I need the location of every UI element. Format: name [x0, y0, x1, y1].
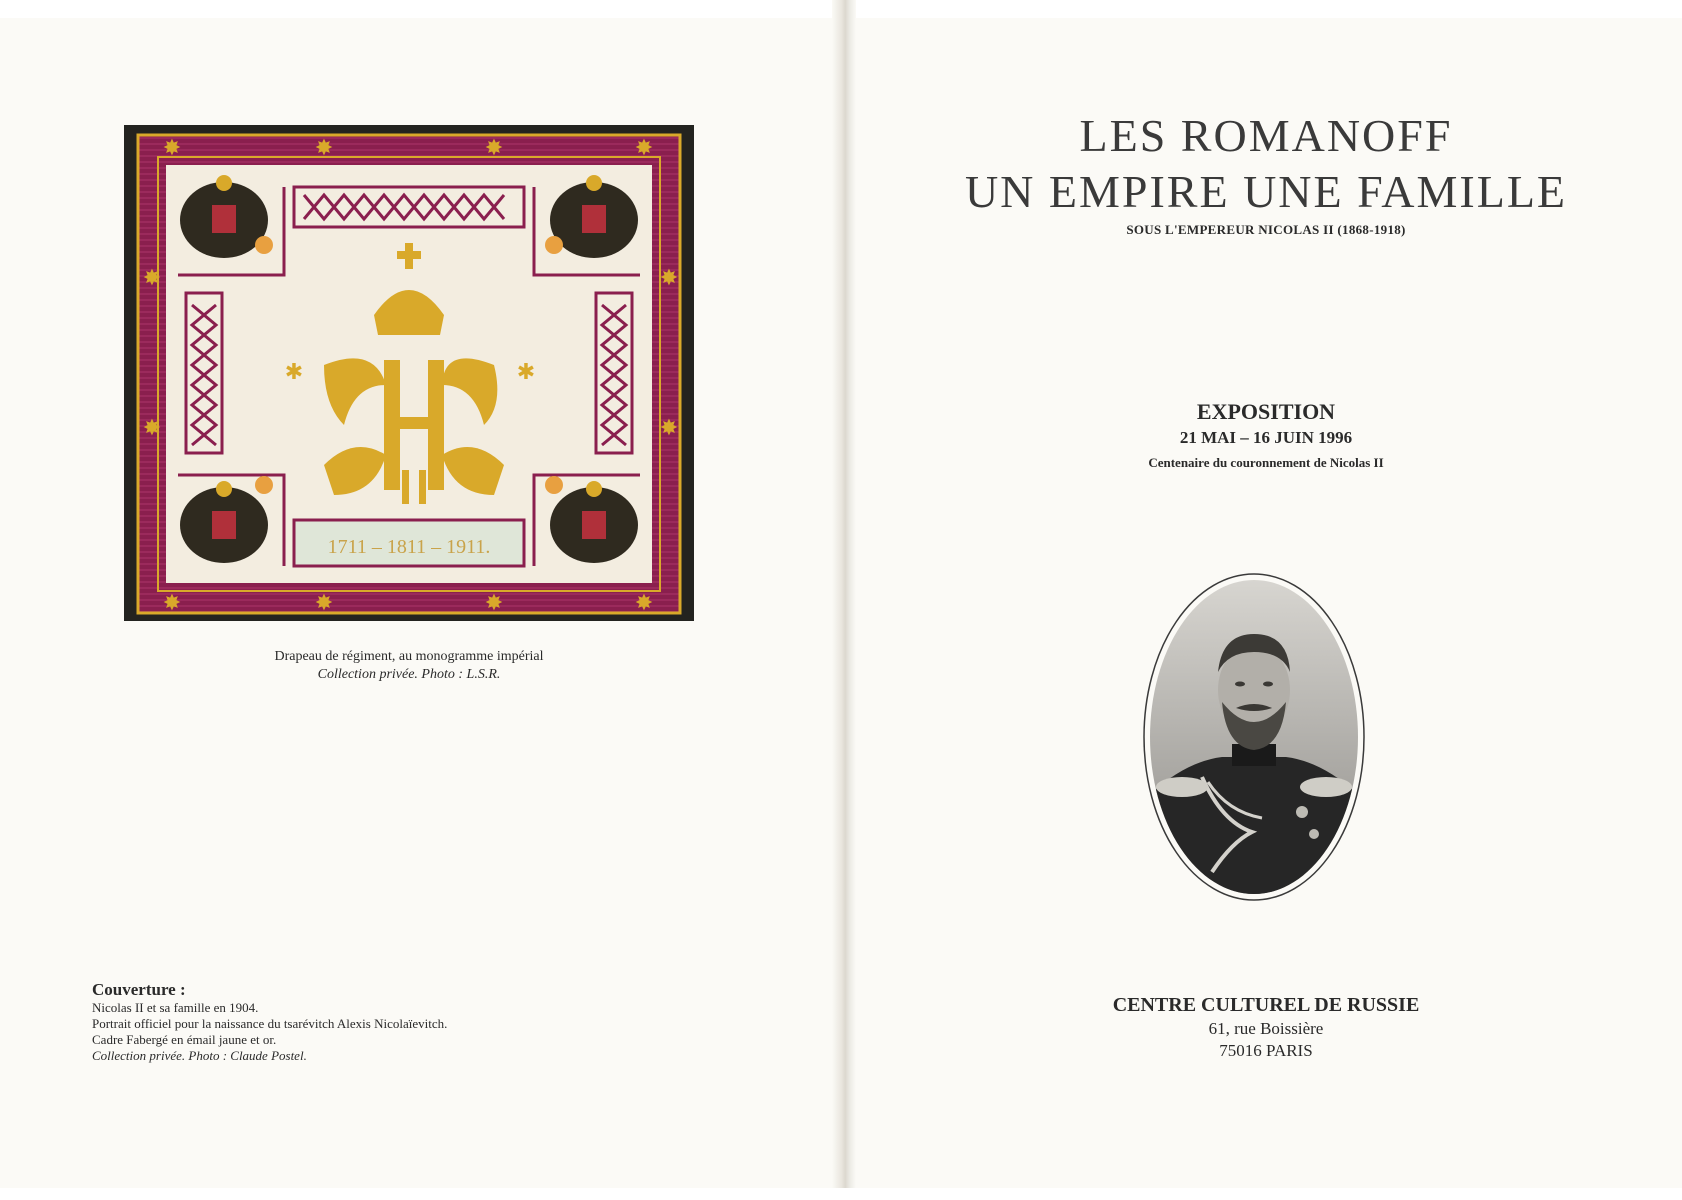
- address-city: 75016 PARIS: [1219, 1041, 1313, 1060]
- svg-text:✸: ✸: [484, 591, 504, 616]
- caption-credit: Collection privée. Photo : L.S.R.: [317, 667, 501, 682]
- address-block: [850, 992, 1682, 1062]
- portrait-illustration: [1142, 572, 1366, 902]
- svg-text:✸: ✸: [142, 266, 162, 291]
- cover-line: Nicolas II et sa famille en 1904.: [92, 1000, 259, 1015]
- portrait-photo: [1142, 572, 1366, 902]
- banner-caption: [124, 648, 694, 684]
- banner-illustration: [124, 125, 694, 621]
- svg-text:✱: ✱: [516, 360, 536, 385]
- subtitle: SOUS L'EMPEREUR NICOLAS II (1868-1918): [1126, 222, 1406, 237]
- svg-text:✸: ✸: [484, 136, 504, 161]
- caption-title: Drapeau de régiment, au monogramme impérial: [274, 649, 544, 664]
- cover-heading: Couverture :: [92, 980, 186, 999]
- svg-text:✸: ✸: [634, 136, 654, 161]
- svg-text:✸: ✸: [314, 136, 334, 161]
- exhibition-dates: 21 MAI – 16 JUIN 1996: [1179, 428, 1353, 447]
- svg-text:✱: ✱: [284, 360, 304, 385]
- title-line-1: LES ROMANOFF: [1079, 110, 1453, 161]
- address-street: 61, rue Boissière: [1208, 1019, 1324, 1038]
- svg-text:✸: ✸: [659, 416, 679, 441]
- banner-dates: 1711 – 1811 – 1911.: [327, 536, 491, 558]
- svg-text:✸: ✸: [142, 416, 162, 441]
- exhibition-note: Centenaire du couronnement de Nicolas II: [1148, 455, 1384, 470]
- cover-line: Portrait officiel pour la naissance du tsarévitch Alexis Nicolaïevitch.: [92, 1016, 448, 1031]
- svg-text:✸: ✸: [634, 591, 654, 616]
- cover-note: [92, 980, 612, 1064]
- svg-text:✸: ✸: [162, 591, 182, 616]
- organization-name: CENTRE CULTUREL DE RUSSIE: [1112, 994, 1420, 1016]
- cover-line: Cadre Fabergé en émail jaune et or.: [92, 1032, 277, 1047]
- cover-credit: Collection privée. Photo : Claude Postel.: [92, 1048, 307, 1063]
- exhibition-block: [850, 398, 1682, 476]
- bottom-margin: [0, 1188, 1682, 1200]
- exhibition-title: EXPOSITION: [1196, 399, 1336, 424]
- svg-text:✸: ✸: [659, 266, 679, 291]
- title-line-2: UN EMPIRE UNE FAMILLE: [964, 166, 1568, 217]
- svg-text:✸: ✸: [162, 136, 182, 161]
- svg-text:✸: ✸: [314, 591, 334, 616]
- regimental-banner-photo: [124, 125, 694, 621]
- title-block: [850, 108, 1682, 238]
